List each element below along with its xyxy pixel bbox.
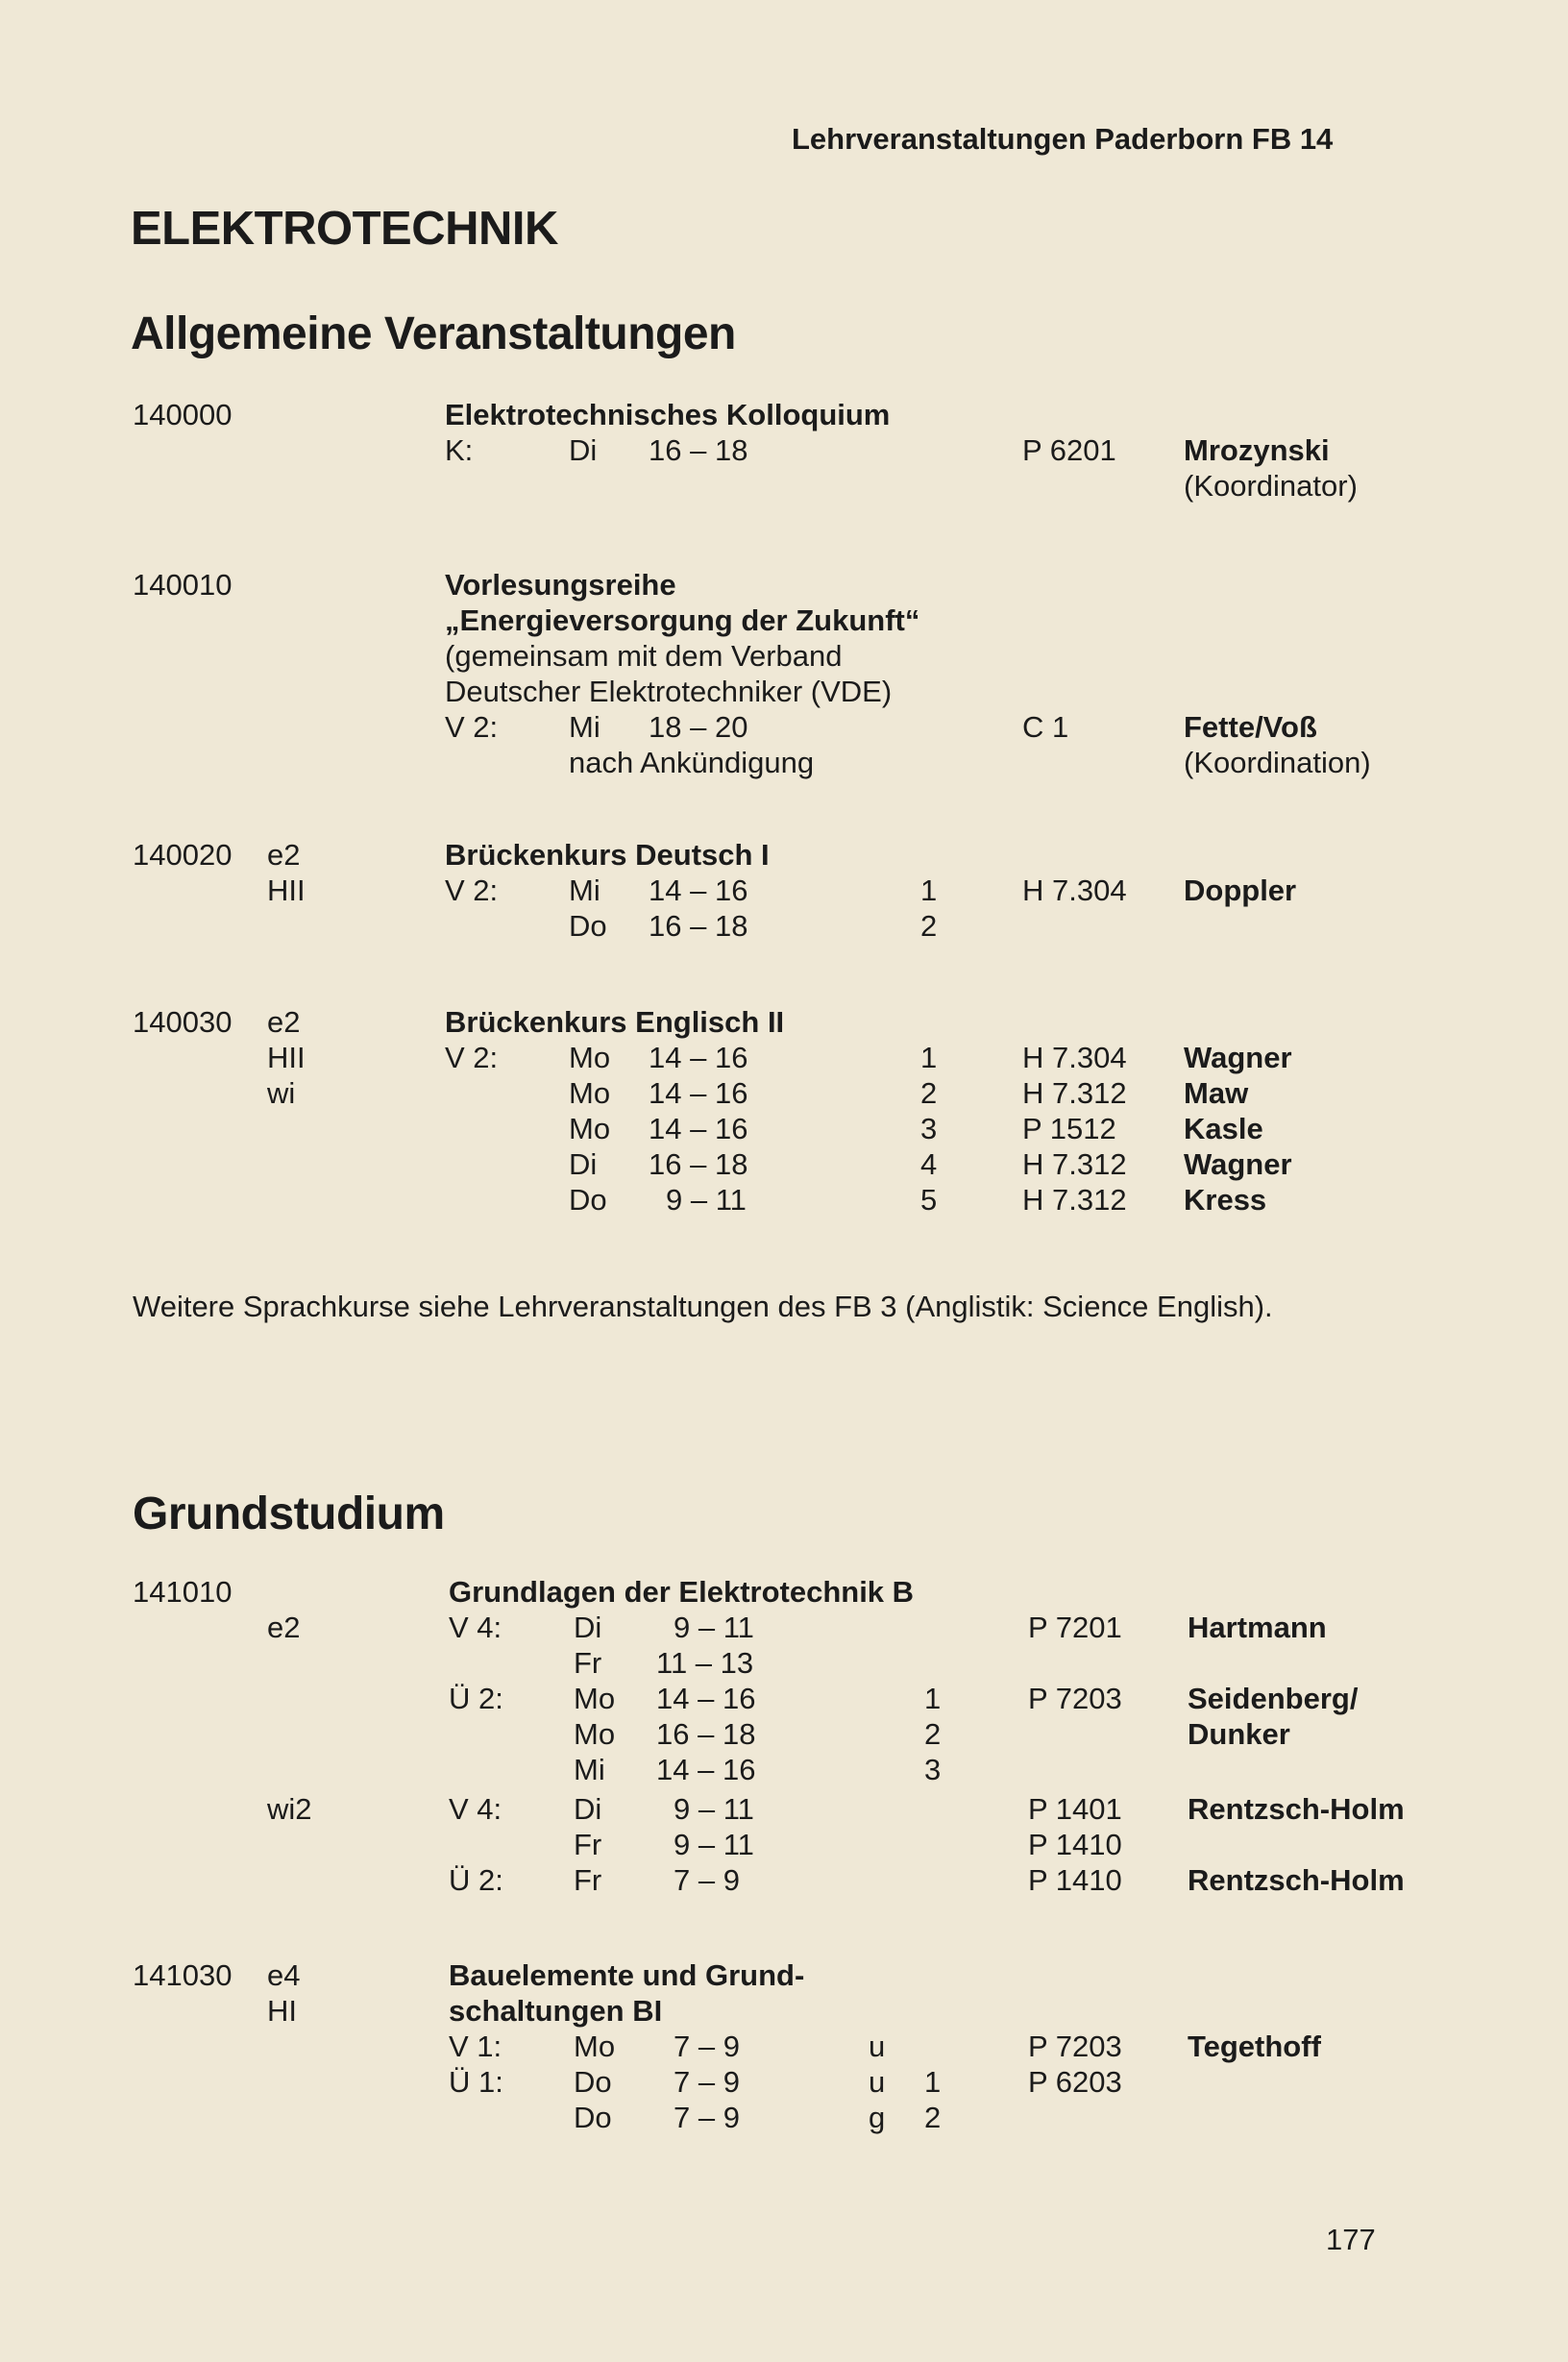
course-room: P 6201 (1022, 433, 1116, 467)
course-type: V 4: (449, 1611, 502, 1644)
course-time: 11 – 13 (656, 1646, 754, 1680)
course-time: 14 – 16 (649, 1076, 748, 1110)
course-day: Di (569, 1147, 598, 1181)
course-lecturer: Maw (1184, 1076, 1249, 1110)
course-room: P 1410 (1028, 1828, 1122, 1861)
course-lecturer-role: (Koordinator) (1184, 469, 1358, 503)
course-time: 7 – 9 (674, 2101, 740, 2134)
course-group: 5 (920, 1183, 938, 1217)
course-lecturer: Doppler (1184, 873, 1297, 907)
course-type: V 4: (449, 1792, 502, 1826)
course-lecturer: Wagner (1184, 1147, 1292, 1181)
course-type: Ü 2: (449, 1682, 503, 1715)
course-type: V 1: (449, 2030, 502, 2063)
course-title: Vorlesungsreihe (445, 568, 676, 602)
course-title: Elektrotechnisches Kolloquium (445, 398, 891, 431)
course-day: Mi (569, 710, 600, 744)
department-title: ELEKTROTECHNIK (131, 203, 558, 255)
course-day: Do (574, 2101, 612, 2134)
course-room: H 7.312 (1022, 1183, 1127, 1217)
course-group: 2 (924, 2101, 942, 2134)
course-lecturer: Kress (1184, 1183, 1267, 1217)
course-type: Ü 2: (449, 1863, 503, 1897)
course-time: 14 – 16 (649, 873, 748, 907)
course-tag: e2 (267, 838, 301, 872)
course-room: P 6203 (1028, 2065, 1122, 2099)
course-tag: wi (267, 1076, 296, 1110)
course-time: 16 – 18 (656, 1717, 756, 1751)
course-day: Di (574, 1611, 602, 1644)
course-room: P 1410 (1028, 1863, 1122, 1897)
course-time: 14 – 16 (649, 1041, 748, 1074)
course-day: Mo (574, 1717, 616, 1751)
course-lecturer: Mrozynski (1184, 433, 1330, 467)
course-day: Di (574, 1792, 602, 1826)
course-group: 3 (924, 1753, 942, 1786)
course-time: 14 – 16 (649, 1112, 748, 1145)
course-room: P 7203 (1028, 1682, 1122, 1715)
course-type: Ü 1: (449, 2065, 503, 2099)
course-time: 14 – 16 (656, 1682, 756, 1715)
course-group: 1 (924, 1682, 942, 1715)
course-lecturer: Fette/Voß (1184, 710, 1317, 744)
course-time: 7 – 9 (674, 2030, 740, 2063)
course-day: Mi (574, 1753, 605, 1786)
course-time: 18 – 20 (649, 710, 748, 744)
course-flag: u (869, 2065, 886, 2099)
course-note: (gemeinsam mit dem Verband (445, 639, 843, 673)
course-number: 141030 (133, 1958, 233, 1992)
course-day: Do (569, 1183, 607, 1217)
course-day: Do (574, 2065, 612, 2099)
course-lecturer: Tegethoff (1188, 2030, 1321, 2063)
course-time: 14 – 16 (656, 1753, 756, 1786)
course-group: 1 (920, 873, 938, 907)
course-day: Fr (574, 1828, 602, 1861)
course-day: Mo (569, 1076, 611, 1110)
course-number: 140010 (133, 568, 233, 602)
course-group: 4 (920, 1147, 938, 1181)
course-room: H 7.312 (1022, 1076, 1127, 1110)
course-time: 16 – 18 (649, 909, 748, 943)
course-group: 1 (920, 1041, 938, 1074)
course-tag: e2 (267, 1005, 301, 1039)
course-room: P 7203 (1028, 2030, 1122, 2063)
course-lecturer-role: (Koordination) (1184, 746, 1371, 779)
section-heading-general: Allgemeine Veranstaltungen (131, 308, 736, 359)
course-title-line2: schaltungen BI (449, 1994, 663, 2028)
course-time: 16 – 18 (649, 1147, 748, 1181)
course-room: H 7.304 (1022, 873, 1127, 907)
course-room: P 7201 (1028, 1611, 1122, 1644)
course-day: Fr (574, 1863, 602, 1897)
course-group: 3 (920, 1112, 938, 1145)
course-title: Grundlagen der Elektrotechnik B (449, 1575, 915, 1609)
course-lecturer: Hartmann (1188, 1611, 1327, 1644)
section-heading-basic: Grundstudium (133, 1489, 445, 1539)
course-type: V 2: (445, 873, 499, 907)
course-group: 1 (924, 2065, 942, 2099)
course-lecturer: Dunker (1188, 1717, 1290, 1751)
course-title: Brückenkurs Deutsch I (445, 838, 770, 872)
course-room: P 1401 (1028, 1792, 1122, 1826)
page-number: 177 (1326, 2223, 1376, 2256)
course-title: Bauelemente und Grund- (449, 1958, 805, 1992)
course-time: 9 – 11 (674, 1611, 754, 1644)
course-time: 9 – 11 (674, 1828, 754, 1861)
course-note-line2: Deutscher Elektrotechniker (VDE) (445, 675, 893, 708)
course-time: 9 – 11 (674, 1792, 754, 1826)
course-lecturer: Seidenberg/ (1188, 1682, 1359, 1715)
course-group: 2 (920, 909, 938, 943)
course-number: 141010 (133, 1575, 233, 1609)
course-time: 7 – 9 (674, 2065, 740, 2099)
course-group: 2 (924, 1717, 942, 1751)
course-number: 140030 (133, 1005, 233, 1039)
course-schedule-note: nach Ankündigung (569, 746, 815, 779)
course-tag: HI (267, 1994, 297, 2028)
course-group: 2 (920, 1076, 938, 1110)
course-lecturer: Rentzsch-Holm (1188, 1863, 1405, 1897)
course-title: Brückenkurs Englisch II (445, 1005, 785, 1039)
course-type: V 2: (445, 1041, 499, 1074)
course-flag: g (869, 2101, 886, 2134)
course-day: Mi (569, 873, 600, 907)
course-room: H 7.312 (1022, 1147, 1127, 1181)
course-time: 16 – 18 (649, 433, 748, 467)
course-lecturer: Kasle (1184, 1112, 1263, 1145)
course-room: C 1 (1022, 710, 1069, 744)
course-day: Mo (569, 1112, 611, 1145)
course-tag: wi2 (267, 1792, 312, 1826)
course-tag: e4 (267, 1958, 301, 1992)
course-room: H 7.304 (1022, 1041, 1127, 1074)
course-day: Mo (574, 2030, 616, 2063)
course-type: V 2: (445, 710, 499, 744)
course-lecturer: Wagner (1184, 1041, 1292, 1074)
course-day: Do (569, 909, 607, 943)
course-tag: e2 (267, 1611, 301, 1644)
course-tag: HII (267, 1041, 306, 1074)
course-day: Fr (574, 1646, 602, 1680)
course-type: K: (445, 433, 474, 467)
course-number: 140020 (133, 838, 233, 872)
course-time: 7 – 9 (674, 1863, 740, 1897)
course-time: 9 – 11 (666, 1183, 747, 1217)
course-number: 140000 (133, 398, 233, 431)
course-day: Mo (574, 1682, 616, 1715)
course-day: Mo (569, 1041, 611, 1074)
course-lecturer: Rentzsch-Holm (1188, 1792, 1405, 1826)
course-room: P 1512 (1022, 1112, 1116, 1145)
course-flag: u (869, 2030, 886, 2063)
note-language-courses: Weitere Sprachkurse siehe Lehrveranstaltungen des FB 3 (Anglistik: Science English). (133, 1290, 1273, 1323)
course-tag: HII (267, 873, 306, 907)
course-title-line2: „Energieversorgung der Zukunft“ (445, 603, 920, 637)
course-day: Di (569, 433, 598, 467)
running-head: Lehrveranstaltungen Paderborn FB 14 (792, 122, 1334, 156)
